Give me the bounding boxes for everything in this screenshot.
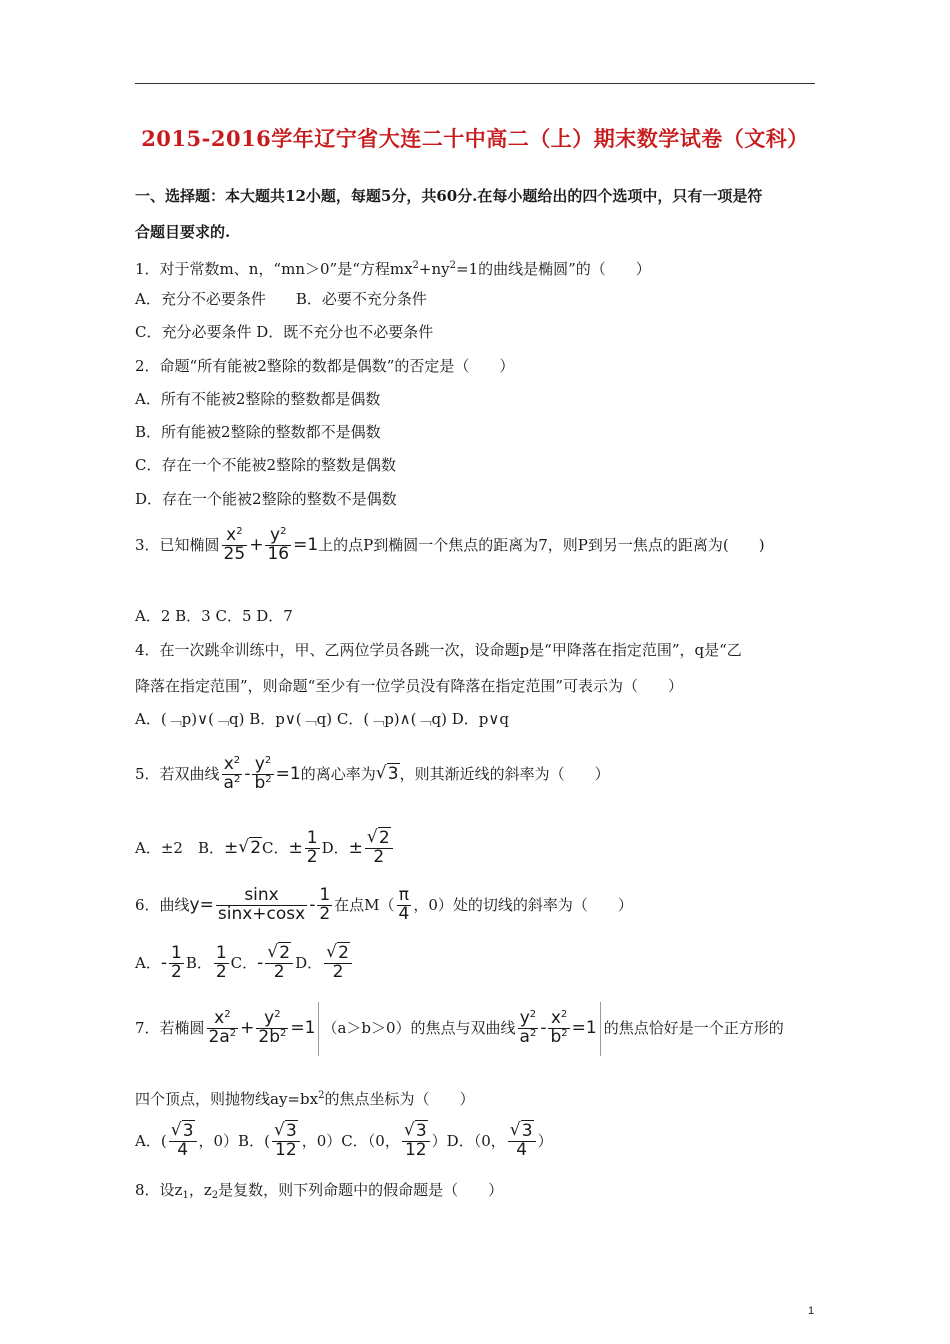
header-rule (135, 83, 815, 84)
q7-ellipse-formula: $\frac{x^2}{2a^2}$ + $\frac{y^2}{2b^2}$ =1 (208, 1007, 316, 1047)
question-6-stem (135, 880, 633, 930)
q5-opt-d: D． (321, 839, 349, 857)
question-7-stem (135, 996, 784, 1060)
q6-curve-formula: y= $\frac{\sin x}{\sin x+\cos x}$ - $\frac{1}{2}$ (189, 884, 331, 924)
q7-pre: 7．若椭圆 (135, 1019, 205, 1037)
section-heading-1: 一、选择题：本大题共12小题，每题5分，共60分.在每小题给出的四个选项中，只有一项是符 (135, 187, 763, 205)
q7-opt-a-formula: √ $\frac{3}{4}$ (167, 1131, 199, 1151)
q1-text-a: 1．对于常数m、n，“mn＞0”是“方程mx (135, 260, 413, 278)
question-4-line-1: 4．在一次跳伞训练中，甲、乙两位学员各跳一次，设命题p是“甲降落在指定范围”，q是“乙 (135, 641, 742, 659)
question-2-option-d: D．存在一个能被2整除的整数不是偶数 (135, 490, 397, 508)
q6-pre: 6．曲线 (135, 896, 190, 914)
question-5-stem (135, 742, 610, 806)
q1-sup2: 2 (449, 260, 456, 271)
q7-opt-end: ） (537, 1132, 553, 1150)
q1-text-c: =1的曲线是椭圆”的（ ） (456, 260, 651, 278)
question-4-options: A．(﹁p)∨(﹁q) B．p∨(﹁q) C．(﹁p)∧(﹁q) D．p∨q (135, 710, 509, 728)
q8-text-a: 8．设z (135, 1181, 183, 1199)
q5-pre: 5．若双曲线 (135, 765, 220, 783)
q7-divider-2 (600, 1002, 601, 1056)
q6-post: ，0）处的切线的斜率为（ ） (413, 896, 633, 914)
question-1-options-cd: C．充分必要条件 D．既不充分也不必要条件 (135, 323, 434, 341)
question-2-option-c: C．存在一个不能被2整除的整数是偶数 (135, 456, 397, 474)
q7-opt-b: ，0）B．( (198, 1132, 270, 1150)
q5-hyperbola-formula: $\frac{x^2}{a^2}$ - $\frac{y^2}{b^2}$ =1 (223, 753, 301, 793)
q1-text-b: +ny (418, 260, 450, 278)
q6-opt-d: D． (295, 954, 323, 972)
q6-opt-b-formula: $\frac{1}{2}$ (215, 942, 227, 982)
question-1-stem (135, 256, 651, 279)
q6-opt-a: A． (135, 954, 161, 972)
question-2-stem: 2．命题“所有能被2整除的数都是偶数”的否定是（ ） (135, 357, 515, 375)
q8-sub1: 1 (182, 1190, 189, 1201)
q6-opt-c-formula: - √ $\frac{2}{2}$ (257, 953, 295, 973)
question-8-stem (135, 1180, 503, 1206)
q6-opt-c: C． (230, 954, 258, 972)
q7-post: 的焦点恰好是一个正方形的 (603, 1019, 784, 1037)
page-number: 1 (808, 1305, 815, 1317)
question-2-option-a: A．所有不能被2整除的整数都是偶数 (135, 390, 381, 408)
section-heading-2: 合题目要求的. (135, 223, 231, 241)
q5-sqrt3: √ 3 (376, 742, 400, 806)
q6-point-formula: $\frac{\pi}{4}$ (398, 884, 410, 924)
question-1-options-ab: A．充分不必要条件 B．必要不充分条件 (135, 290, 427, 308)
q1-sup1: 2 (412, 260, 419, 271)
q8-sub2: 2 (211, 1190, 219, 1201)
question-4-line-2: 降落在指定范围”，则命题“至少有一位学员没有降落在指定范围”可表示为（ ） (135, 677, 684, 695)
q8-text-b: ，z (188, 1181, 212, 1199)
q7-opt-d: ）D．（0， (431, 1132, 506, 1150)
q5-opt-a: A．±2 B． (135, 839, 224, 857)
q5-post: ，则其渐近线的斜率为（ ） (399, 765, 610, 783)
q3-pre: 3．已知椭圆 (135, 536, 220, 554)
q5-opt-b-formula: ±√ 2 (224, 838, 262, 858)
q6-mid: 在点M（ (334, 896, 395, 914)
q3-post: 上的点P到椭圆一个焦点的距离为7，则P到另一焦点的距离为( ) (318, 536, 765, 554)
q6-opt-d-formula: √ $\frac{2}{2}$ (322, 953, 354, 973)
q7-divider-1 (318, 1002, 319, 1056)
exam-title: 2015-2016学年辽宁省大连二十中高二（上）期末数学试卷（文科） (141, 126, 809, 151)
question-5-options (135, 826, 395, 870)
q6-opt-b: B． (185, 954, 212, 972)
question-7-line-2 (135, 1086, 474, 1109)
q7-opt-d-formula: √ $\frac{3}{4}$ (506, 1131, 538, 1151)
question-6-options (135, 938, 354, 988)
q8-text-c: 是复数，则下列命题中的假命题是（ ） (218, 1181, 504, 1199)
q5-mid: 的离心率为 (300, 765, 376, 783)
q7-sup: 2 (318, 1090, 325, 1101)
q7-hyperbola-formula: $\frac{y^2}{a^2}$ - $\frac{x^2}{b^2}$ =1 (519, 1007, 597, 1047)
q7-opt-c-formula: √ $\frac{3}{12}$ (400, 1131, 432, 1151)
q3-ellipse-formula: $\frac{x^2}{25}$ + $\frac{y^2}{16}$ =1 (223, 524, 319, 564)
q7-opt-b-formula: √ $\frac{3}{12}$ (270, 1131, 302, 1151)
q7-opt-c: ，0）C．（0， (301, 1132, 400, 1150)
q7-line2-b: 的焦点坐标为（ ） (324, 1090, 475, 1108)
q7-mid: （a＞b＞0）的焦点与双曲线 (322, 1019, 516, 1037)
q6-opt-a-formula: - $\frac{1}{2}$ (160, 942, 182, 982)
q5-opt-c: C． (262, 839, 289, 857)
q5-opt-c-formula: ± $\frac{1}{2}$ (288, 827, 318, 867)
q5-opt-d-formula: ± √ $\frac{2}{2}$ (349, 838, 395, 858)
question-3-stem (135, 522, 765, 568)
q7-opt-a: A．( (135, 1132, 167, 1150)
question-3-options: A．2 B．3 C．5 D．7 (135, 607, 293, 625)
q7-line2-a: 四个顶点，则抛物线ay=bx (135, 1090, 319, 1108)
question-2-option-b: B．所有能被2整除的整数都不是偶数 (135, 423, 381, 441)
question-7-options (135, 1116, 553, 1166)
